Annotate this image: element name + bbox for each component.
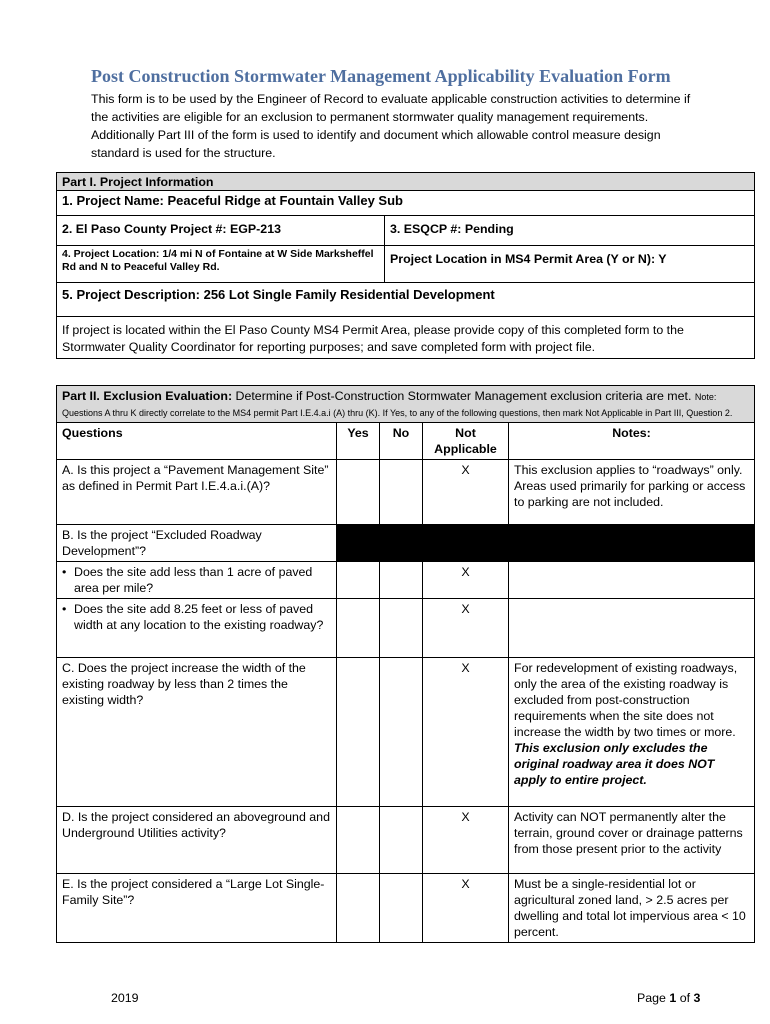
question-d-na-cell[interactable]: X xyxy=(423,807,509,874)
question-e-no-cell[interactable] xyxy=(380,874,423,943)
project-description-field[interactable]: 5. Project Description: 256 Lot Single Family Residential Development xyxy=(57,283,755,317)
bullet-icon: • xyxy=(62,565,67,579)
question-e-na-cell[interactable]: X xyxy=(423,874,509,943)
page-of: of xyxy=(676,991,694,1005)
intro-text xyxy=(91,90,731,162)
page-current: 1 xyxy=(669,991,677,1005)
question-a-no-cell[interactable] xyxy=(380,460,423,525)
part1-heading: Part I. Project Information xyxy=(57,173,755,191)
col-yes: Yes xyxy=(337,423,380,460)
part2-table xyxy=(56,385,755,943)
table-row xyxy=(57,599,755,658)
question-b2-text: Does the site add 8.25 feet or less of paved width at any location to the existing roadway? xyxy=(74,602,324,632)
col-not-applicable: Not Applicable xyxy=(423,423,509,460)
question-c-na-cell[interactable]: X xyxy=(423,658,509,807)
project-name-field[interactable]: 1. Project Name: Peaceful Ridge at Fountain Valley Sub xyxy=(57,191,755,216)
question-b1-yes-cell[interactable] xyxy=(337,562,380,599)
ms4-permit-area-field[interactable]: Project Location in MS4 Permit Area (Y or N): Y xyxy=(385,246,755,283)
part2-heading-label: Part II. Exclusion Evaluation: xyxy=(62,389,233,403)
col-no: No xyxy=(380,423,423,460)
form-title: Post Construction Stormwater Management Applicability Evaluation Form xyxy=(91,66,671,86)
question-c-note-text: For redevelopment of existing roadways, only the area of the existing roadway is excluded from post-construction requirements when the site does not increase the width by two times or more. xyxy=(514,661,738,739)
question-b2 xyxy=(57,599,337,658)
intro-line: Additionally Part III of the form is used to identify and document which allowable control measure design xyxy=(91,128,661,142)
question-b2-note xyxy=(509,599,755,658)
question-b-note xyxy=(509,525,755,562)
question-b-yes-cell xyxy=(337,525,380,562)
part2-heading xyxy=(57,386,755,423)
question-e-note: Must be a single-residential lot or agricultural zoned land, > 2.5 acres per dwelling and total lot impervious area < 10 percent. xyxy=(509,874,755,943)
question-e-yes-cell[interactable] xyxy=(337,874,380,943)
county-project-field[interactable]: 2. El Paso County Project #: EGP-213 xyxy=(57,216,385,246)
question-b1-na-cell[interactable]: X xyxy=(423,562,509,599)
question-b1-no-cell[interactable] xyxy=(380,562,423,599)
table-row xyxy=(57,658,755,807)
col-questions: Questions xyxy=(57,423,337,460)
page-prefix: Page xyxy=(637,991,670,1005)
ms4-coordinator-note: If project is located within the El Paso County MS4 Permit Area, please provide copy of this completed form to the Stormwater Quality Coordinator for reporting purposes; and save completed form with project file. xyxy=(57,317,755,359)
question-b-no-cell xyxy=(380,525,423,562)
table-row xyxy=(57,525,755,562)
table-row xyxy=(57,807,755,874)
intro-line: standard is used for the structure. xyxy=(91,146,276,160)
intro-line: the activities are eligible for an exclusion to permanent stormwater quality management requirements. xyxy=(91,110,649,124)
esqcp-field[interactable]: 3. ESQCP #: Pending xyxy=(385,216,755,246)
table-row xyxy=(57,562,755,599)
question-b1-text: Does the site add less than 1 acre of paved area per mile? xyxy=(74,565,313,595)
part2-heading-note: Note: Questions A thru K directly correlate to the MS4 permit Part I.E.4.a.i (A) thru (K). If Yes, to any of the following questions, then mark Not Applicable in Part III, Question 2. xyxy=(62,392,733,418)
col-notes: Notes: xyxy=(509,423,755,460)
project-location-field[interactable]: 4. Project Location: 1/4 mi N of Fontaine at W Side Marksheffel Rd and N to Peaceful Valley Rd. xyxy=(57,246,385,283)
intro-line: This form is to be used by the Engineer of Record to evaluate applicable construction activities to determine if xyxy=(91,92,691,106)
question-a-yes-cell[interactable] xyxy=(337,460,380,525)
table-row xyxy=(57,460,755,525)
question-a-note: This exclusion applies to “roadways” only. Areas used primarily for parking or access to parking are not included. xyxy=(509,460,755,525)
page-total: 3 xyxy=(693,991,701,1005)
question-c-note-emphasis: This exclusion only excludes the original roadway area it does NOT apply to entire project. xyxy=(514,741,715,787)
footer-page-number xyxy=(637,991,700,1005)
footer-year: 2019 xyxy=(111,991,139,1005)
question-d-no-cell[interactable] xyxy=(380,807,423,874)
table-row xyxy=(57,874,755,943)
question-e: E. Is the project considered a “Large Lot Single-Family Site”? xyxy=(57,874,337,943)
question-b2-na-cell[interactable]: X xyxy=(423,599,509,658)
question-a: A. Is this project a “Pavement Management Site” as defined in Permit Part I.E.4.a.i.(A)? xyxy=(57,460,337,525)
question-c-yes-cell[interactable] xyxy=(337,658,380,807)
question-c: C. Does the project increase the width of the existing roadway by less than 2 times the existing width? xyxy=(57,658,337,807)
question-b-na-cell xyxy=(423,525,509,562)
part2-heading-text: Determine if Post-Construction Stormwater Management exclusion criteria are met. xyxy=(232,389,692,403)
question-a-na-cell[interactable]: X xyxy=(423,460,509,525)
question-b2-yes-cell[interactable] xyxy=(337,599,380,658)
question-d: D. Is the project considered an aboveground and Underground Utilities activity? xyxy=(57,807,337,874)
question-d-yes-cell[interactable] xyxy=(337,807,380,874)
question-b1 xyxy=(57,562,337,599)
question-c-no-cell[interactable] xyxy=(380,658,423,807)
bullet-icon: • xyxy=(62,602,67,616)
question-b1-note xyxy=(509,562,755,599)
part1-table xyxy=(56,172,755,359)
question-d-note: Activity can NOT permanently alter the terrain, ground cover or drainage patterns from those present prior to the activity xyxy=(509,807,755,874)
question-b: B. Is the project “Excluded Roadway Development”? xyxy=(57,525,337,562)
question-c-note xyxy=(509,658,755,807)
question-b2-no-cell[interactable] xyxy=(380,599,423,658)
